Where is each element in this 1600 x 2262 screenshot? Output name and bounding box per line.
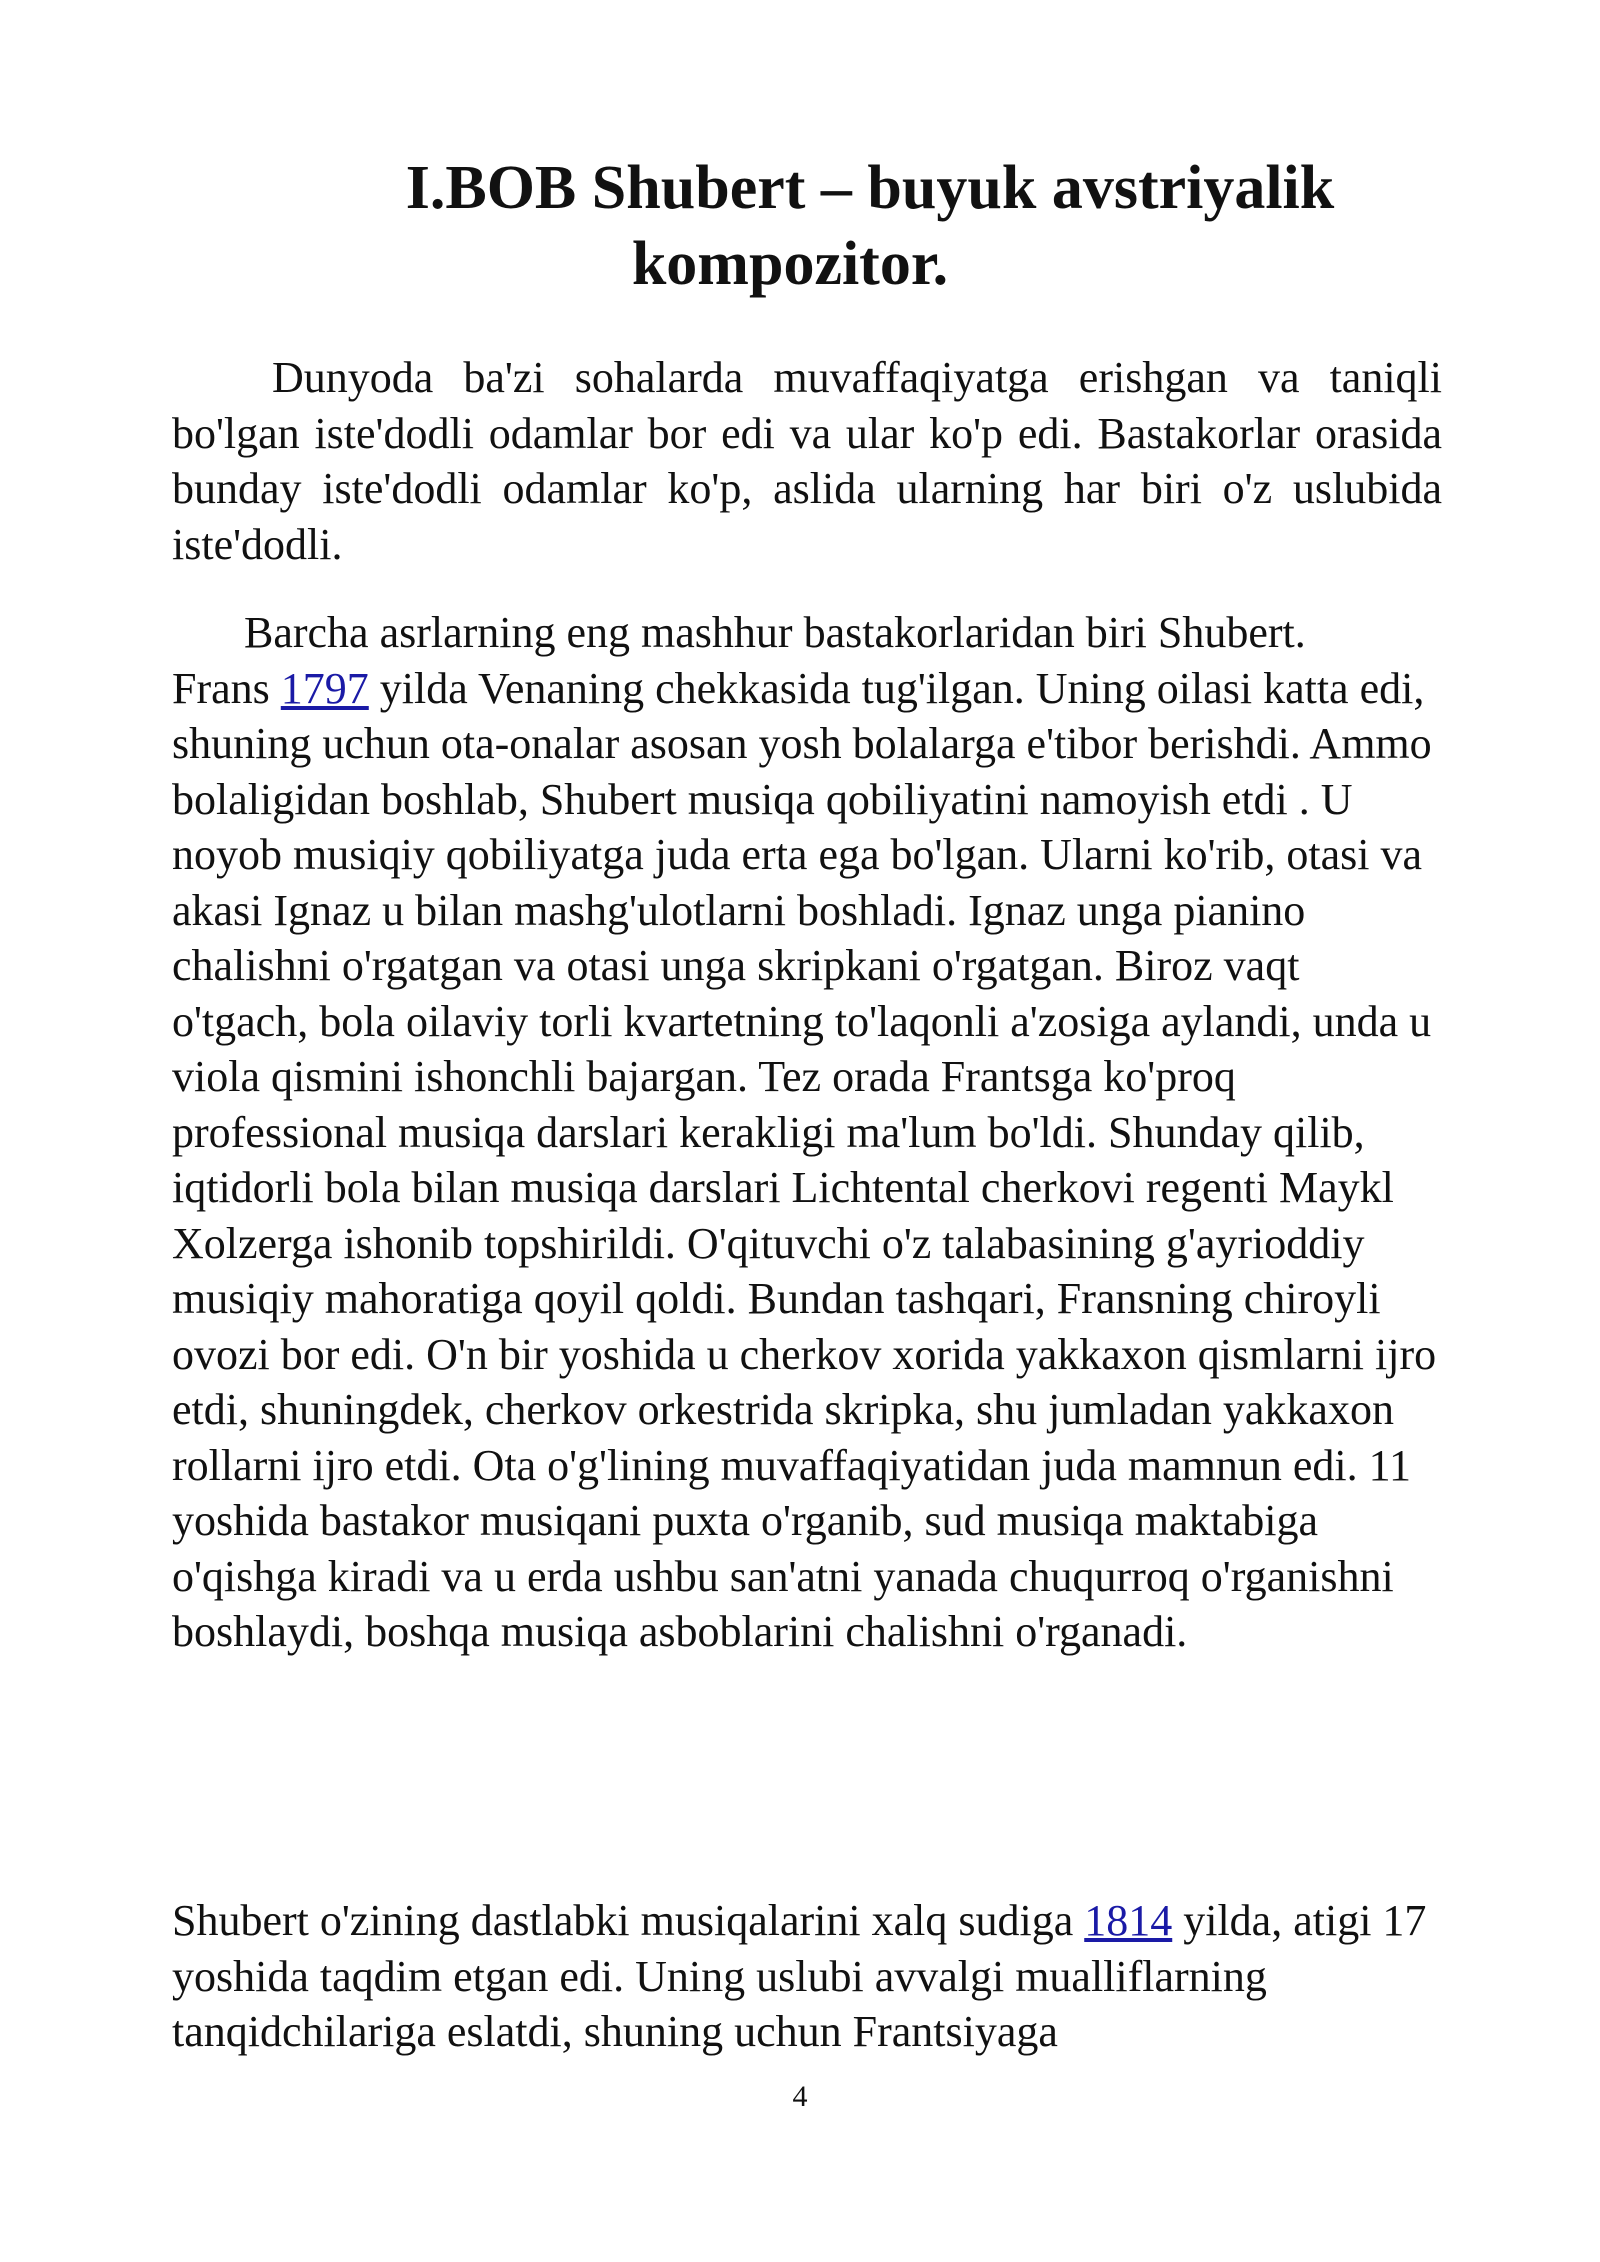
year-1797-link[interactable]: 1797 xyxy=(280,663,369,713)
paragraph-biography-body: yilda Venaning chekkasida tug'ilgan. Uning oilasi katta edi, shuning uchun ota-onalar asosan yosh bolalarga e'tibor berishdi. Ammo bolaligidan boshlab, Shubert musiqa qobiliyatini namoyish etdi . U noyob musiqiy qobiliyatga juda erta ega bo'lgan. Ularni ko'rib, otasi va akasi Ignaz u bilan mashg'ulotlarni boshladi. Ignaz unga pianino chalishni o'rgatgan va otasi unga skripkani o'rgatgan. Biroz vaqt o'tgach, bola oilaviy torli kvartetning to'laqonli a'zosiga aylandi, unda u viola qismini ishonchli bajargan. Tez orada Frantsga ko'proq professional musiqa darslari kerakligi ma'lum bo'ldi. Shunday qilib, iqtidorli bola bilan musiqa darslari Lichtental cherkovi regenti Maykl Xolzerga ishonib topshirildi. O'qituvchi o'z talabasining g'ayrioddiy musiqiy mahoratiga qoyil qoldi. Bundan tashqari, Fransning chiroyli ovozi bor edi. O'n bir yoshida u cherkov xorida yakkaxon qismlarni ijro etdi, shuningdek, cherkov orkestrida skripka, shu jumladan yakkaxon rollarni ijro etdi. Ota o'g'lining muvaffaqiyatidan juda mamnun edi. 11 yoshida bastakor musiqani puxta o'rganib, sud musiqa maktabiga o'qishga kiradi va u erda ushbu san'atni yanada chuqurroq o'rganishni boshlaydi, boshqa musiqa asboblarini chalishni o'rganadi. xyxy=(172,663,1437,1656)
chapter-title-line-1: I.BOB Shubert – buyuk avstriyalik xyxy=(405,154,1335,222)
chapter-title-line-2: kompozitor. xyxy=(631,230,949,298)
paragraph-early-works-body: yilda, atigi 17 yoshida taqdim etgan edi. Uning uslubi avvalgi mualliflarning tanqidchilariga eslatdi, shuning uchun Frantsiyaga xyxy=(172,1896,1427,2056)
paragraph-biography-first-line: Barcha asrlarning eng mashhur bastakorlaridan biri Shubert. xyxy=(244,608,1306,657)
paragraph-early-works xyxy=(172,1893,1442,2060)
paragraph-intro: Dunyoda ba'zi sohalarda muvaffaqiyatga erishgan va taniqli bo'lgan iste'dodli odamlar bor edi va ular ko'p edi. Bastakorlar orasida bunday iste'dodli odamlar ko'p, aslida ularning har biri o'z uslubida iste'dodli. xyxy=(172,353,1442,569)
year-1814-link[interactable]: 1814 xyxy=(1084,1896,1173,1945)
page-number: 4 xyxy=(792,2080,808,2113)
chapter-title xyxy=(0,150,1600,302)
paragraph-biography xyxy=(172,605,1442,1660)
paragraph-biography-lead: Frans xyxy=(172,663,281,713)
paragraph-early-works-lead: Shubert o'zining dastlabki musiqalarini xalq sudiga xyxy=(172,1896,1085,1945)
